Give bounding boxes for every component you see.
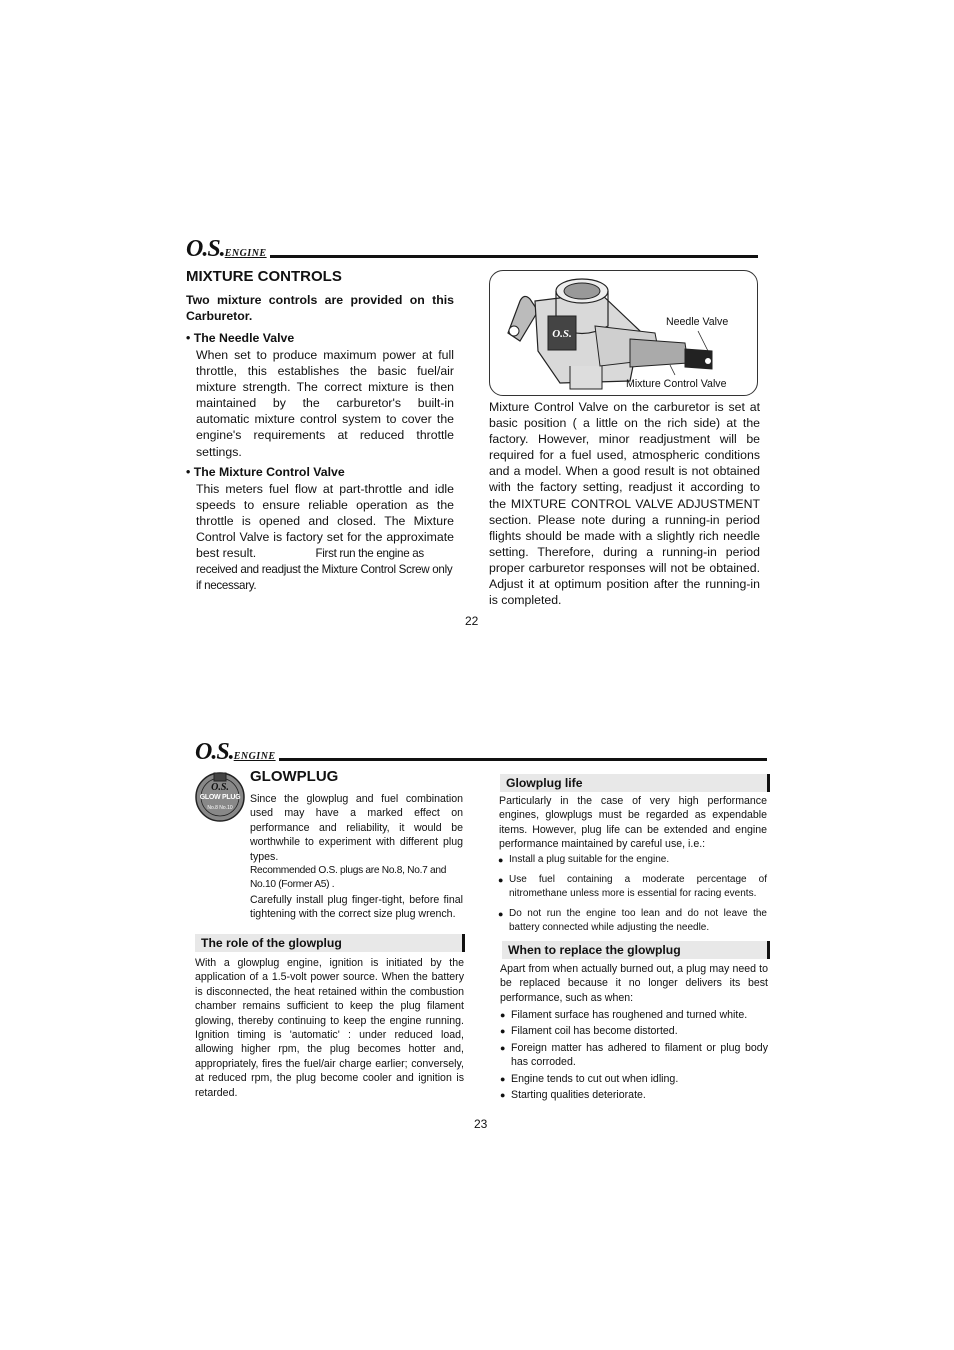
role-of-glowplug-heading: The role of the glowplug <box>195 934 465 952</box>
header-rule <box>270 255 758 258</box>
list-item: ● Engine tends to cut out when idling. <box>500 1072 768 1086</box>
glowplug-badge: O.S. GLOW PLUG No.8 No.10 <box>194 771 246 823</box>
header-rule <box>279 758 767 761</box>
replace-glowplug-list <box>500 1008 768 1102</box>
mixture-control-valve-label: Mixture Control Valve <box>626 378 727 390</box>
carburetor-illustration <box>490 271 757 395</box>
mcv-text-cont: First run the engine as received and readjust the Mixture Control Screw only if necessary. <box>196 547 453 593</box>
mcv-adjustment-text: Mixture Control Valve on the carburetor is set at basic position ( a little on the rich side) at the factory. However, minor readjustment will be required for a fuel used, atmospheric conditions and a model. When a good result is not obtained with the factory setting, readjust it according to the MIXTURE CONTROL VALVE ADJUSTMENT section. Please note during a running-in period flights should be made with a slightly rich needle setting. Therefore, during a running-in period proper carburetor responses will not be obtained. Adjust it at optimum position after the running-in is completed. <box>489 400 760 608</box>
mcv-text: This meters fuel flow at part-throttle and idle speeds to ensure reliable operation as the throttle is opened and closed. The Mixture Control Valve is factory set for the approximate best result. <box>196 482 454 561</box>
list-item: ● Install a plug suitable for the engine. <box>498 853 767 867</box>
list-item: ● Do not run the engine too lean and do not leave the battery connected while adjusting the needle. <box>498 907 767 935</box>
glowplug-intro: Since the glowplug and fuel combination used may have a marked effect on performance and reliability, it would be worthwhile to experiment with different plug types. Recommended O.S. plugs are No.8, No.7 and No.10 (Former A5) . Carefully install plug finger-tight, before final tightening with the correct size plug wrench. <box>250 793 463 921</box>
list-item: ● Use fuel containing a moderate percentage of nitromethane unless more is essential for racing events. <box>498 873 767 901</box>
list-item: ● Foreign matter has adhered to filament or plug body has corroded. <box>500 1041 768 1070</box>
page-number: 22 <box>465 614 479 628</box>
os-engine-logo: O.S.ENGINE <box>186 236 267 262</box>
glowplug-life-text: Particularly in the case of very high performance engines, glowplugs must be regarded as expendable items. However, plug life can be extended and engine performance maintained by careful use, i.e.: <box>499 795 767 851</box>
page-title: GLOWPLUG <box>250 768 339 785</box>
needle-valve-text: When set to produce maximum power at full throttle, this establishes the basic fuel/air mixture strength. The correct mixture is then maintained by the carburetor's built-in automatic mixture control system to cover the engine's requirements at reduced throttle settings. <box>196 348 454 459</box>
list-item: ● Starting qualities deteriorate. <box>500 1088 768 1102</box>
svg-text:O.S.: O.S. <box>552 328 572 340</box>
glowplug-life-list <box>498 853 767 935</box>
mcv-heading: • The Mixture Control Valve <box>186 465 345 479</box>
list-item: ● Filament surface has roughened and turned white. <box>500 1008 768 1022</box>
page-title: MIXTURE CONTROLS <box>186 268 342 285</box>
needle-valve-heading: • The Needle Valve <box>186 331 295 345</box>
role-of-glowplug-text: With a glowplug engine, ignition is initiated by the application of a 1.5-volt power source. When the battery is disconnected, the heat retained within the combustion chamber remains sufficient to keep the plug filament glowing, thereby continuing to keep the engine running. Ignition timing is 'automatic' : under reduced load, allowing higher rpm, the plug becomes hotter and, appropriately, fires the fuel/air charge earlier; conversely, at reduced rpm, the plug become cooler and ignition is retarded. <box>195 957 464 1099</box>
glowplug-life-heading: Glowplug life <box>500 774 770 792</box>
replace-glowplug-heading: When to replace the glowplug <box>502 941 770 959</box>
list-item: ● Filament coil has become distorted. <box>500 1024 768 1038</box>
intro-text: Two mixture controls are provided on this Carburetor. <box>186 293 454 323</box>
replace-glowplug-text: Apart from when actually burned out, a plug may need to be replaced because it no longer delivers its best performance, such as when: <box>500 963 768 1004</box>
needle-valve-label: Needle Valve <box>666 316 729 328</box>
carburetor-figure <box>489 270 758 396</box>
page-number: 23 <box>474 1117 488 1131</box>
os-engine-logo: O.S.ENGINE <box>195 739 276 765</box>
